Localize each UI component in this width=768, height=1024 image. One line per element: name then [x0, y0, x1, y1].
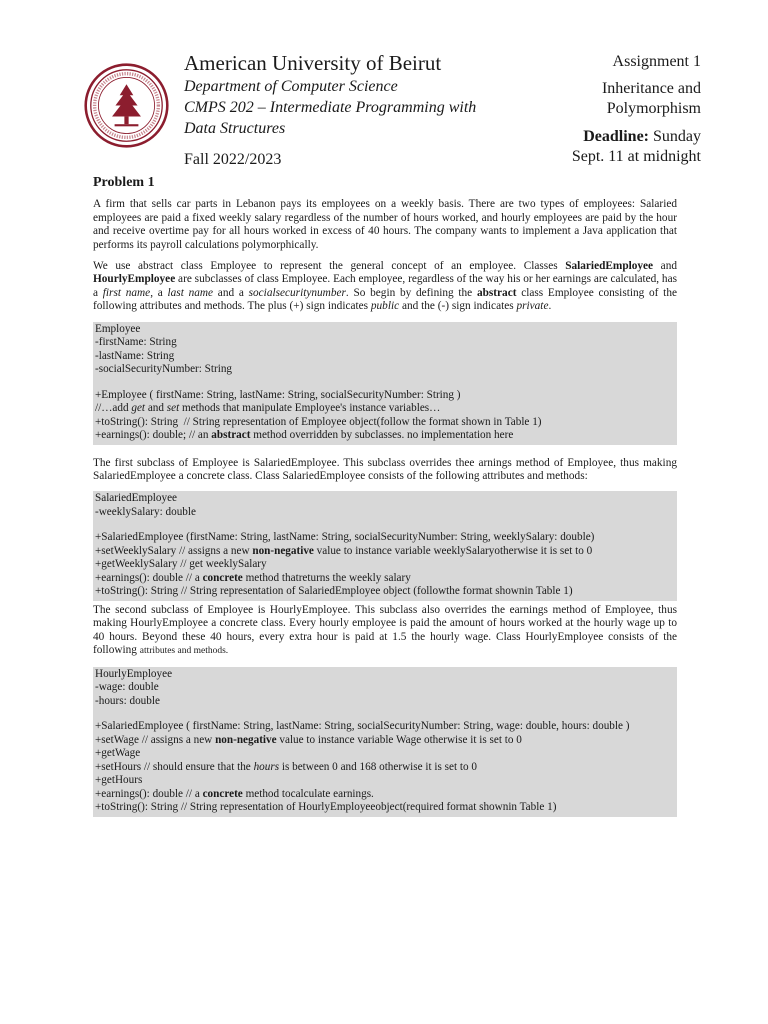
text-run: class Employee consisting of the following attributes and methods. The plus (+) sign indicates: [93, 286, 677, 313]
text-run: +earnings(): double; // an: [95, 429, 212, 442]
code-line: -hours: double: [95, 694, 160, 707]
text-run: socialsecuritynumber: [248, 286, 346, 299]
course-title-line1: CMPS 202 – Intermediate Programming with: [184, 99, 477, 116]
text-run: first name: [102, 286, 151, 299]
deadline-day: Sunday: [649, 128, 701, 145]
code-line: +SalariedEmployee ( firstName: String, lastName: String, socialSecurityNumber: String, wage: double, hours: double ): [95, 720, 630, 733]
spacer: [95, 377, 674, 389]
text-run: last name: [167, 286, 214, 299]
code-line: [95, 788, 674, 802]
text-run: set: [166, 402, 180, 415]
text-run: and the (-) sign indicates: [399, 300, 517, 313]
code-line: +toString(): String // String representation of HourlyEmployeeobject(required format shownin Table 1): [95, 801, 557, 814]
code-line: +SalariedEmployee (firstName: String, lastName: String, socialSecurityNumber: String, weeklySalary: double): [95, 531, 595, 544]
code-line: [95, 545, 674, 559]
text-run: and: [145, 402, 167, 415]
code-line: +Employee ( firstName: String, lastName: String, socialSecurityNumber: String ): [95, 388, 461, 401]
text-run: non-negative: [215, 733, 277, 746]
text-run: hours: [253, 760, 280, 773]
text-run: public: [370, 300, 400, 313]
text-run: HourlyEmployee: [93, 273, 176, 286]
problem-section: [93, 176, 677, 829]
code-line: -weeklySalary: double: [95, 505, 196, 518]
assignment-number: Assignment 1: [612, 53, 701, 70]
deadline-label: Deadline:: [583, 128, 649, 145]
text-run: concrete: [202, 571, 243, 584]
deadline-date: Sept. 11 at midnight: [571, 148, 701, 165]
university-name: American University of Beirut: [184, 51, 442, 75]
code-line: SalariedEmployee: [95, 492, 178, 505]
code-line: +getWeeklySalary // get weeklySalary: [95, 558, 267, 571]
salaried-class-box: [93, 491, 677, 601]
course-title-line2: Data Structures: [184, 120, 286, 137]
text-run: value to instance variable Wage otherwise it is set to 0: [276, 733, 522, 746]
code-line: -firstName: String: [95, 336, 177, 349]
document-header: [84, 50, 704, 168]
text-run: abstract: [211, 429, 251, 442]
text-run: .: [548, 300, 552, 313]
code-line: [95, 761, 674, 775]
problem-title: Problem 1: [93, 175, 155, 190]
spacer: [95, 519, 674, 531]
text-run: non-negative: [252, 544, 314, 557]
code-line: +toString(): String // String representation of SalariedEmployee object (followthe format shownin Table 1): [95, 585, 573, 598]
paragraph-hourly: [93, 604, 677, 659]
text-run: and: [653, 260, 677, 273]
text-run: +setHours // should ensure that the: [95, 760, 254, 773]
code-line: +getHours: [95, 774, 143, 787]
text-run: are subclasses of class Employee. Each employee, regardless of the way his or her earnings are calculated, has a: [93, 273, 677, 299]
text-run: abstract: [476, 286, 517, 299]
institution-block: [184, 50, 476, 173]
code-line: -wage: double: [95, 681, 159, 694]
code-line: [95, 402, 674, 416]
assignment-topic-line1: Inheritance and: [601, 80, 701, 97]
employee-class-box: [93, 322, 677, 445]
text-run: +setWage // assigns a new: [95, 733, 216, 746]
deadline: [572, 127, 701, 147]
text-run: and a: [213, 286, 249, 299]
code-line: Employee: [95, 322, 141, 335]
text-run: is between 0 and 168 otherwise it is set to 0: [279, 760, 477, 773]
spacer: [95, 708, 674, 720]
code-line: [95, 429, 674, 443]
assignment-topic-line2: Polymorphism: [606, 100, 701, 117]
text-run: attributes and methods.: [139, 646, 229, 657]
text-run: method overridden by subclasses. no implementation here: [250, 429, 514, 442]
text-run: We use abstract class Employee to represent the general concept of an employee. Classes: [93, 260, 566, 273]
text-run: concrete: [202, 787, 243, 800]
text-run: +setWeeklySalary // assigns a new: [95, 544, 253, 557]
university-seal-icon: [84, 63, 169, 148]
text-run: , a: [150, 286, 168, 299]
paragraph-salaried: The first subclass of Employee is SalariedEmployee. This subclass overrides thee arnings method of Employee, thus making SalariedEmployee a concrete class. Class SalariedEmployee consists of the following attributes and methods:: [93, 456, 677, 483]
department-name: Department of Computer Science: [184, 78, 398, 95]
code-line: [95, 734, 674, 748]
text-run: +earnings(): double // a: [95, 571, 203, 584]
text-run: //…add: [95, 402, 132, 415]
assignment-info: [572, 52, 701, 167]
code-line: +toString(): String // String representation of Employee object(follow the format shown in Table 1): [95, 415, 542, 428]
text-run: value to instance variable weeklySalaryotherwise it is set to 0: [313, 544, 593, 557]
text-run: SalariedEmployee: [565, 260, 654, 273]
text-run: method tocalculate earnings.: [242, 787, 374, 800]
text-run: method thatreturns the weekly salary: [242, 571, 411, 584]
semester: Fall 2022/2023: [184, 151, 282, 168]
code-line: +getWage: [95, 747, 141, 760]
text-run: private: [516, 300, 549, 313]
code-line: -lastName: String: [95, 349, 175, 362]
code-line: HourlyEmployee: [95, 667, 173, 680]
paragraph-intro: A firm that sells car parts in Lebanon pays its employees on a weekly basis. There are two types of employees: Salaried employees are paid a fixed weekly salary regardless of the number of hours worked, and hourly employees are paid by the hour and receive overtime pay for all hours worked in excess of 40 hours. The company wants to implement a Java application that performs its payroll calculations polymorphically.: [93, 198, 677, 251]
text-run: The second subclass of Employee is HourlyEmployee. This subclass also overrides the earnings method of Employee, thus making HourlyEmployee a concrete class. Every hourly employee is paid the amount of hours worked at the hourly wage up to 40 hours. Beyond these 40 hours, every extra hour is paid at 1.5 the hourly wage. Class HourlyEmployee consists of the following: [93, 603, 677, 657]
text-run: get: [131, 402, 146, 415]
text-run: . So begin by defining the: [345, 286, 477, 299]
code-line: -socialSecurityNumber: String: [95, 363, 233, 376]
paragraph-abstract-class: [93, 260, 677, 314]
code-line: [95, 572, 674, 586]
hourly-class-box: [93, 667, 677, 817]
text-run: methods that manipulate Employee's instance variables…: [179, 402, 441, 415]
text-run: +earnings(): double // a: [95, 787, 203, 800]
